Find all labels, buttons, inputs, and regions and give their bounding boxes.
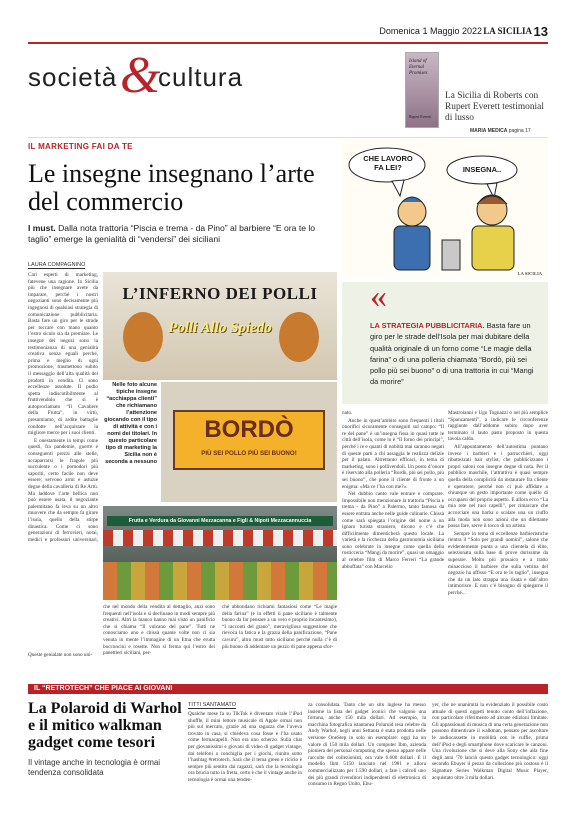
- article2-deck: Il vintage anche in tecnologia è ormai tendenza consolidata: [28, 758, 161, 777]
- photo-caption: Nelle foto alcune tipiche insegne “acchiappa clienti” che richiamano l’attenzione giocando con il tipo di attività e con i nomi dei titolari. In questo particolare tipo di marketing la Sicilia non è seconda a nessuno: [104, 382, 157, 465]
- awning: [103, 530, 337, 546]
- header-paper: LA SICILIA: [483, 26, 532, 36]
- section-left: società: [28, 62, 118, 92]
- article2-col3: yer, che ne unanimità la evidenziato il possibile costo attuale di questi oggetti tenuto conto dell’inflazione, con particolare riferimento ad alcune edizioni limitate. Gli appassionati di musica di una certa generazione non possono dimenticare il walkman, pensato per ascoltare le audiocassette in mobilità con le cuffie, prima dell’iPod e degli smartphone dove scaricare le canzoni. Una rivoluzione che si deve alla Sony che alla fine degli anni ’70 lanciò questo gadget tecnologico: oggi secondo Ebuyer il pezzo da collezione più costoso è il Signature Series Walkman Digital Music Player, acquistato oltre 3 mila dollari.: [432, 702, 548, 781]
- photo-sign-bottom: [103, 506, 337, 600]
- photo-sign-top: [103, 272, 337, 380]
- promo-book-cover: [405, 52, 439, 128]
- header-date: Domenica 1 Maggio 2022: [379, 26, 482, 36]
- sign-top-title: L’INFERNO DEI POLLI: [122, 284, 318, 303]
- article2-col2: za consolidata. Tanto che un sito inglese ha messo insieme la lista dei gadget iconici che valgono una fortuna, anche 150 mila dollari. Ad esempio, la macchina fotografica istantanea Polaroid resa celebre da Andy Warhol, negli anni Settanta è stata prodotta nelle versione OneStep in solo un esemplare: oggi ha un valore di 150 mila dollari. Un computer Ibm, azienda pioniera del personal computing che spesso appare nelle raccolte dei collezionisti, ora vale 6.600 dollari. E il modello Ibm 5150 lanciato nel 1981 e allora commercializzato per 1.590 dollari, a fare i calcoli uno dei più grandi rivenditori indipendenti di elettronica di consumo in Regno Unito, Ebu-: [308, 702, 426, 788]
- promo-book-author: Rupert Everett: [409, 115, 432, 119]
- pull-quote-kicker: LA STRATEGIA PUBBLICITARIA.: [370, 321, 485, 330]
- article1-col5-p2: All’appuntamento dell’autostima puntano invece i barbieri e i parrucchieri, oggi ribattezzati hair stylist, che pubblicizzano i propri saloni con insegne degne di nota. Per il pubblico maschile, l’attrattiva è quasi sempre quella della complicità da instaurare fra cliente e operatore, perché non ci può affidare a chiunque un gesto importante come quello di occuparsi del proprio aspetto. E allora ecco “La mia rete nel tuoi capelli”, per rimarcare che accorciare una barba o scalare una un ciuffo alla moda non sono azioni che un dilettante possa fare, serve il tocco di un artista.: [448, 443, 548, 530]
- promo-byline: [470, 128, 531, 134]
- article2-col1: Qualche mese fa su TikTok è diventato virale l’iPod shuffle, il mini lettore musicale di Apple ormai non più sul mercato, grazie ad una ragazza che l’aveva trovato in casa, si chiedeva cosa fosse e l’ha usato come fermacapelli. Non era uno scherzo. Sulla chat per giovanissimi e giovani di video di gadget vintage, dai telefoni a conchiglia per i giochi, riunito sotto l’hashtag #retrotech. Sarà che il tema green e riciclo è sempre più sentito dai ragazzi, sarà che la tecnologia ora brucia tutto in fretta, certo è che il vintage anche in tecnologia è ormai una tenden-: [188, 711, 302, 783]
- article1-col1-end: Queste genialate non sono uni-: [28, 652, 93, 658]
- article1-kicker: IL MARKETING FAI DA TE: [28, 142, 133, 151]
- article1-deck-text: Dalla nota trattoria “Piscia e trema - da Pino” al barbiere “E ora te lo taglio” emerge la genialità di “vendersi” dei siciliani: [28, 223, 316, 244]
- pull-quote-body: Basta fare un giro per le strade dell’Isola per mai dubitare della qualità originale di un forno come “Le magie della farina” o di una polleria chiamata “Bordò, più sei pollo più sei buono” o di una trattoria in cui “Mangi da morire”: [370, 321, 534, 387]
- article1-col5-p3: Sempre in tema di eccellenze barbieristiche rientra il “Solo per grandi uomini”, salone che evidentemente punta a una clientela di élite, selezionata sulla base di prove durissime da superare. Molto più prosaico e a tratto minaccioso il barbiere che sulla vetrina del negozio ha affisso “E ora te lo taglio”, insegna che da un lato strappa una risata e dall’altro intimorisce. E non c’è bisogno di spiegarne il perché...: [448, 530, 548, 597]
- article2-byline: TITTI SANTAMATO: [188, 702, 236, 708]
- promo-title: La Sicilia di Roberts con Rupert Everett testimonial di lusso: [445, 91, 544, 123]
- article1-col4: [342, 410, 444, 672]
- chicken-graphic-right: [279, 312, 319, 362]
- promo-page-ref: pagina 17: [508, 128, 531, 134]
- article1-col4-p2: Anche in quest’ambito sono frequenti i titoli onorifici sicuramente conseguiti sul campo: “Il re del pane” è un’insegna fissa in quasi tutte le città dell’isola, come lo è “Il forno dei principi”, perché i re e quanti di nobiltà mai saranno negati di queste parti a chi assaggia le realizza delizie per il palato. Altrettanto efficaci, in tema di marketing, sono i pollivendoli. Un posto d’onore è riservato alla polleria “Bordò, più sei pollo, più sei buono”, che pone il cliente di fronte a un enigma: «Ma ce l’ha con me?».: [342, 417, 444, 490]
- article1-col4-p1: nato.: [342, 410, 353, 416]
- pull-quote: [342, 278, 548, 404]
- pull-quote-text: [370, 320, 542, 388]
- section-title: [28, 47, 258, 104]
- article1-byline: LAURA COMPAGNINO: [28, 262, 86, 268]
- article1-col3: ché abbondano richiami fantasiosi come “Le magie della farina” (e in effetti il pane siciliano è talmente buono da far pensare a un vero e proprio incantesimo), “I racconti del grano”, meravigliosa suggestione che rievoca la fatica e la grazia della panificazione, “Pane cavuru”, altro must tutto siciliano perché nulla c’è di più buono di addentare un pezzo di pane appena sfor-: [222, 604, 337, 650]
- article1-col1: [28, 272, 98, 542]
- promo-book-title: Island of Eternal Promises: [409, 59, 428, 76]
- article2-band: [28, 684, 548, 694]
- cartoon-bubble-1: CHE LAVORO FA LEI?: [363, 154, 413, 172]
- sign-mid-subtitle: PIÙ SEI POLLO PIÙ SEI BUONO!: [201, 450, 297, 457]
- cartoon-bubble-2: INSEGNA..: [462, 165, 502, 174]
- article1-col5-p1: Mastroianni e Ugo Tognazzi o nel più semplice “Spanzamenti”, a indicare le circonferenze raggiunte dall’addome subito dopo aver terminato il lauto pasto proposto in questa tavola calda.: [448, 410, 548, 443]
- sign-bottom-title: Frutta e Verdura da Giovanni Mezzacanna e Figli & Nipoti Mezzacannuccia: [107, 516, 333, 526]
- article1-col1-p1: Cari esperti di marketing, fatevene una ragione. In Sicilia più che insegnare avete da imparare, perché i nostri negozianti sono decisamente più ingegnosi di qualsiasi strategia di comunicazione pubblicitaria. Basta fare un giro per le strade per toccare con mano quanto l’estro siculo sia da premiare. Le insegne dei negozi sono la testimonianza di una genialità creativa senza eguali perché, prima e meglio di ogni promozione, trasmettono subito il messaggio dell’alta qualità dei prodotti in vendita. Ci sono eccellenze assolute. Il podio spetta indiscutibilmente al fruttivendolo che si è autoproclamato “Il Cavaliere della Frutta”, in virtù, presumiamo, di ardite battaglie condotte nell’acquistare la migliore merce per i suoi clienti.: [28, 272, 98, 437]
- article1-col5: [448, 410, 548, 672]
- page-header: [0, 26, 580, 40]
- cartoon-credit: LA SICILIA: [517, 271, 542, 276]
- article1-col1-p2: E onestamente in tempi come questi, fra pandemie, guerre e conseguenti prezzi alle stelle, accaparrarsi le fragole più succulente o i pomodori più saporiti, certo facile non deve essere; servono armi e astuzie degne della cavalleria di Re Artù. Ma laddove l’arte bellica non può essere usata, il negoziante palermitano fa leva su un altro muovere che da sempre fa girare l’isola, quello della stirpe dinastica. Come ci sono generazioni di ferrovieri, notai, medici e professori universitari,: [28, 437, 98, 542]
- article1-deck: [28, 223, 328, 245]
- header-rule: [28, 42, 548, 44]
- produce-display: [103, 562, 337, 600]
- sign-top-subtitle: Polli Allo Spiedo: [168, 320, 272, 336]
- section-amp: &: [120, 47, 161, 104]
- article2-headline: La Polaroid di Warhol e il mitico walkman gadget come tesori: [28, 700, 182, 751]
- article1-deck-bold: I must.: [28, 223, 56, 233]
- pull-quote-mark: «: [370, 278, 387, 315]
- article1-col-mid: che nel mondo della vendita al dettaglio, anzi sono frequenti nell’isola e si declinano in modi sempre più creativi. Altri la manco hanno mai visto un panificio che si chiama “Il vulcano del pane”. Tutti ne conosciamo uno e chissà quante volte non ci sia venuta in mente l’immagine di un Etna che erutta bocconcini e rosette. Non si ferma qui l’estro dei panettieri siciliani, per-: [103, 604, 215, 657]
- chicken-graphic-left: [123, 312, 163, 362]
- article1-headline: Le insegne insegnano l’arte del commercio: [28, 159, 315, 216]
- sign-mid-title: BORDÒ: [204, 416, 294, 443]
- promo-byline-name: MARIA MEDICA: [470, 128, 508, 134]
- photo-sign-bordo: [161, 382, 337, 502]
- header-page-number: 13: [533, 24, 548, 39]
- article1-col4-p3: Nel dubbio canto vale entrare e comprare. Impossibile non menzionare la trattoria “Piscia e trema - da Pino” a Palermo, tanto famosa da essere entrata anche nelle guide culinarie. Chissà come sarà spiegata l’origine del nome a un ignaro turista straniero, dicono e c’è che difficilmente dimenticherà questo locale. La varietà e la ricchezza della gastronomia siciliana sono celebrate in insegne come quella della rosticceria “Mangi da morire”, quasi un omaggio al celebre film di Marco Ferreri “La grande abbuffata” con Marcello: [342, 491, 444, 570]
- section-right: cultura: [158, 62, 244, 92]
- article2-kicker: IL “RETROTECH” CHE PIACE AI GIOVANI: [34, 685, 173, 692]
- cartoon: [342, 140, 548, 280]
- kicker-rule: [28, 137, 548, 138]
